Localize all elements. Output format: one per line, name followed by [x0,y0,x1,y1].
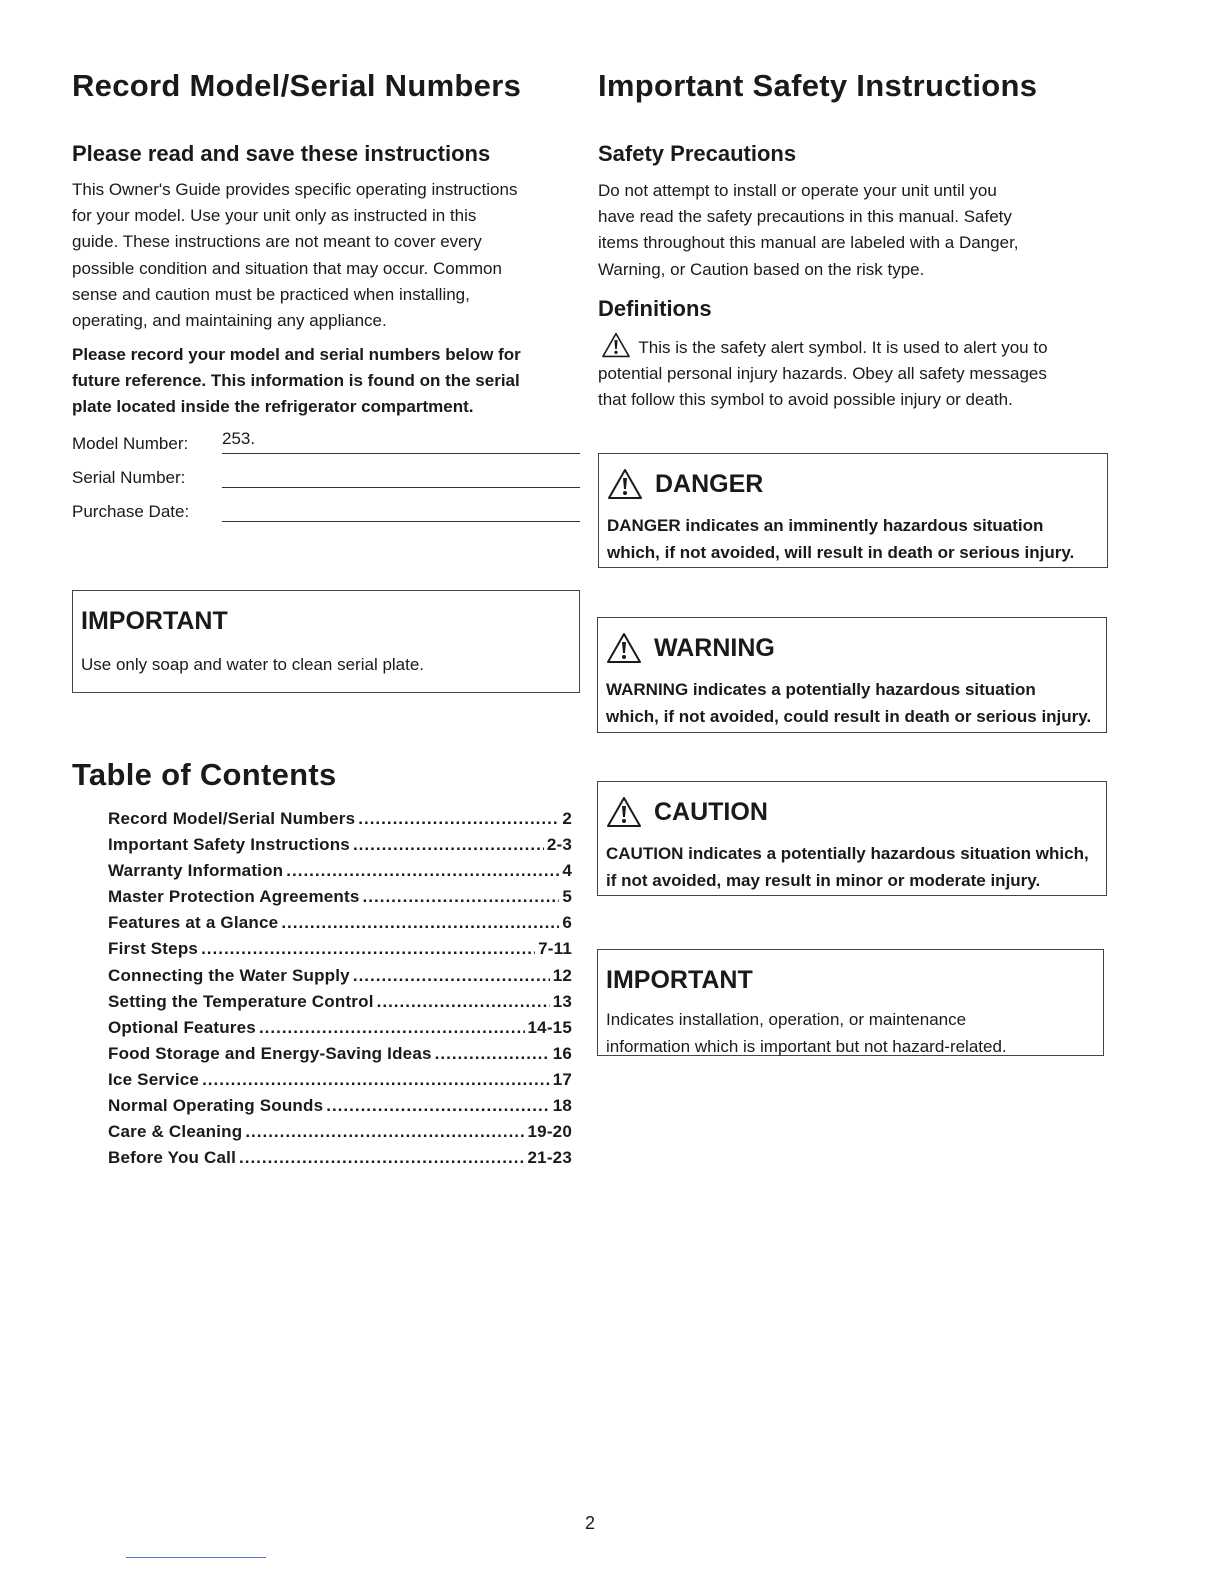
safety-title: Important Safety Instructions [598,68,1038,103]
toc-page: 4 [562,861,572,881]
record-title: Record Model/Serial Numbers [72,68,522,103]
dot-leader [202,1067,550,1093]
danger-box [598,453,1108,568]
toc-label: Master Protection Agreements [108,887,360,907]
box-text: WARNING indicates a potentially hazardous situation [606,680,1036,699]
toc-page: 21-23 [527,1148,572,1168]
purchase-date-field[interactable] [222,497,580,522]
toc-page: 2-3 [546,835,572,855]
dot-leader [353,963,550,989]
box-text: which, if not avoided, could result in death or serious injury. [606,707,1092,726]
toc-page: 19-20 [527,1122,572,1142]
toc-label: First Steps [108,939,199,959]
toc-entry[interactable] [108,963,572,989]
toc-entry[interactable] [108,989,572,1015]
box-text: which, if not avoided, will result in death or serious injury. [607,543,1075,562]
box-text: information which is important but not hazard-related. [606,1037,1007,1056]
serial-number-row [72,454,580,488]
dot-leader [377,989,550,1015]
warning-box [597,617,1107,733]
intro-line: operating, and maintaining any appliance. [72,311,387,331]
box-text: CAUTION indicates a potentially hazardous situation which, [606,844,1089,863]
toc-title: Table of Contents [72,757,337,792]
toc-entry[interactable] [108,884,572,910]
field-label: Model Number: [72,434,189,453]
toc-page: 14-15 [527,1017,572,1037]
toc-label: Optional Features [108,1017,256,1037]
safety-precautions-heading: Safety Precautions [598,141,797,166]
toc-label: Setting the Temperature Control [108,991,374,1011]
definitions-heading: Definitions [598,296,712,321]
safety-alert-icon [606,796,642,828]
box-text: DANGER indicates an imminently hazardous situation [607,516,1044,535]
toc-label: Important Safety Instructions [108,835,350,855]
toc-page: 16 [552,1043,572,1063]
toc-page: 13 [552,991,572,1011]
intro-line: guide. These instructions are not meant to cover every [72,232,482,252]
serial-number-field[interactable] [222,463,580,488]
precautions-paragraph [598,178,1118,283]
read-save-subtitle: Please read and save these instructions [72,141,491,166]
dot-leader [239,1145,525,1171]
field-label: Serial Number: [72,468,186,487]
note-line: future reference. This information is found on the serial [72,371,520,391]
toc-entry[interactable] [108,1145,572,1171]
note-line: plate located inside the refrigerator compartment. [72,397,474,417]
dot-leader [326,1093,549,1119]
intro-line: This Owner's Guide provides specific operating instructions [72,180,518,199]
footer-line [126,1557,266,1558]
text-line: that follow this symbol to avoid possible injury or death. [598,390,1013,410]
toc-entry[interactable] [108,936,572,962]
text-line: Do not attempt to install or operate your unit until you [598,181,997,200]
toc-label: Warranty Information [108,861,284,881]
toc-page: 5 [562,887,572,907]
intro-paragraph [72,177,582,334]
field-label: Purchase Date: [72,502,190,521]
toc-label: Connecting the Water Supply [108,965,350,985]
record-note [72,342,582,421]
dot-leader [435,1041,550,1067]
toc-label: Food Storage and Energy-Saving Ideas [108,1043,432,1063]
toc-entry[interactable] [108,910,572,936]
toc-entry[interactable] [108,832,572,858]
text-line: Warning, or Caution based on the risk type. [598,259,925,279]
dot-leader [286,858,559,884]
toc-list [108,806,572,1171]
toc-page: 12 [552,965,572,985]
toc-entry[interactable] [108,1067,572,1093]
toc-entry[interactable] [108,806,572,832]
box-title: IMPORTANT [81,606,228,635]
intro-line: for your model. Use your unit only as instructed in this [72,206,477,226]
safety-alert-icon [598,332,634,358]
intro-line: sense and caution must be practiced when installing, [72,284,470,304]
dot-leader [201,936,535,962]
toc-page: 2 [562,809,572,828]
intro-line: possible condition and situation that may occur. Common [72,258,502,278]
toc-label: Normal Operating Sounds [108,1096,324,1116]
note-line: Please record your model and serial numbers below for [72,345,521,364]
dot-leader [259,1015,525,1041]
toc-label: Ice Service [108,1069,200,1089]
box-text: Indicates installation, operation, or maintenance [606,1010,967,1029]
safety-alert-icon [607,468,643,500]
dot-leader [245,1119,524,1145]
box-title: IMPORTANT [606,965,753,994]
box-title: CAUTION [654,797,768,826]
record-fields [72,420,580,522]
toc-page: 17 [552,1069,572,1089]
text-line: items throughout this manual are labeled with a Danger, [598,233,1019,253]
important-definition-box [597,949,1104,1056]
purchase-date-row [72,488,580,522]
definitions-paragraph [598,332,1118,414]
toc-entry[interactable] [108,1119,572,1145]
page-number: 2 [584,1513,595,1533]
dot-leader [363,884,560,910]
important-serial-box [72,590,580,693]
toc-entry[interactable] [108,858,572,884]
box-text: Use only soap and water to clean serial plate. [81,655,425,674]
toc-page: 18 [552,1096,572,1116]
caution-box [597,781,1107,896]
toc-page: 7-11 [538,939,572,959]
dot-leader [358,806,559,832]
toc-page: 6 [562,913,572,933]
text-line: have read the safety precautions in this manual. Safety [598,207,1012,227]
text-line: potential personal injury hazards. Obey all safety messages [598,364,1047,384]
box-title: WARNING [654,633,775,662]
box-title: DANGER [655,469,764,498]
model-number-field[interactable]: 253. [222,429,580,454]
dot-leader [353,832,544,858]
toc-label: Care & Cleaning [108,1122,243,1142]
toc-entry[interactable] [108,1015,572,1041]
safety-alert-icon [606,632,642,664]
text-line: This is the safety alert symbol. It is used to alert you to [634,338,1048,357]
toc-label: Before You Call [108,1148,237,1168]
toc-label: Record Model/Serial Numbers [108,809,356,828]
model-number-row [72,420,580,454]
toc-label: Features at a Glance [108,913,279,933]
dot-leader [281,910,559,936]
box-text: if not avoided, may result in minor or moderate injury. [606,871,1041,890]
toc-entry[interactable] [108,1041,572,1067]
toc-entry[interactable] [108,1093,572,1119]
